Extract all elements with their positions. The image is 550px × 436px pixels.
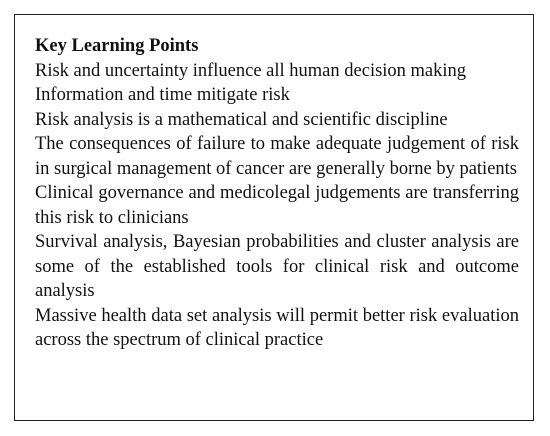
learning-point: Clinical governance and medicolegal judgements are transferring this risk to clinicians [35, 183, 519, 228]
learning-point: Information and time mitigate risk [35, 85, 290, 105]
learning-point: Risk analysis is a mathematical and scientific discipline [35, 109, 448, 130]
learning-point: Survival analysis, Bayesian probabilities and cluster analysis are some of the established tools for clinical risk and outcome analysis [35, 232, 519, 301]
learning-point: The consequences of failure to make adequate judgement of risk in surgical management of cancer are generally borne by patients [35, 134, 519, 179]
learning-point: Massive health data set analysis will permit better risk evaluation across the spectrum of clinical practice [35, 305, 519, 350]
learning-points-list [35, 59, 519, 353]
box-title: Key Learning Points [35, 36, 199, 56]
key-learning-points-box [14, 14, 534, 421]
learning-point: Risk and uncertainty influence all human decision making [35, 60, 467, 81]
